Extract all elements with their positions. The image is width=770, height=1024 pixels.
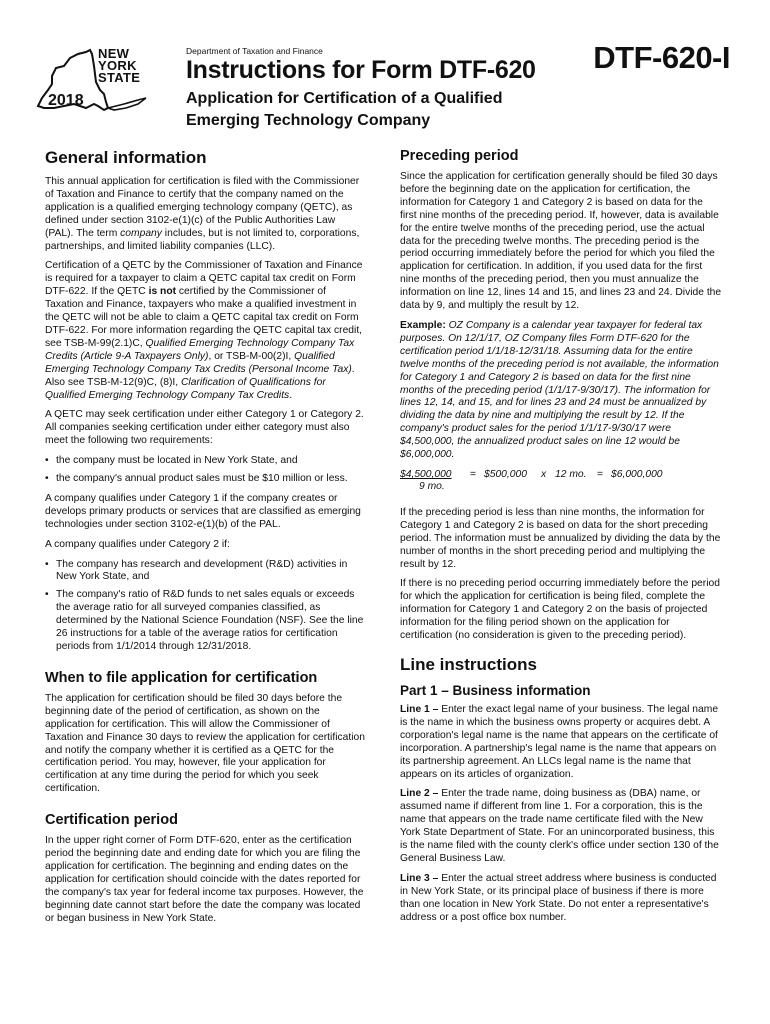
- department-name: Department of Taxation and Finance: [186, 46, 323, 56]
- list-item: • the company must be located in New York State, and: [45, 455, 365, 468]
- category-2-paragraph: A company qualifies under Category 2 if:: [45, 538, 230, 550]
- when-to-file-heading: When to file application for certification: [45, 669, 318, 686]
- preceding-paragraph-1: Since the application for certification generally should be filed 30 days before the beginning date on the application for certification, the information for Category 1 and Category 2 is based on data for the first nine months of the preceding period. If, however, data is available for the entire twelve months of the preceding period, use the actual data for the preceding twelve months. The preceding period is the period occurring immediately before the period for which you filed the application for certification. In addition, if you used data for the first nine months of the preceding period, then you must annualize the information on line 12, lines 14 and 15, and lines 23 and 24. Divide the data by 9, and multiply the result by 12.: [400, 171, 722, 312]
- certification-period-heading: Certification period: [45, 812, 178, 829]
- right-column: [400, 148, 722, 932]
- logo-year: 2018: [48, 92, 84, 109]
- list-item: • The company's ratio of R&D funds to net sales equals or exceeds the average ratio for all surveyed companies classified, as determined by the National Science Foundation (NSF). See the line 26 instructions for a table of the average ratios for certification periods from 1/1/2014 through 12/31/2018.: [45, 589, 365, 654]
- formula-equals: =: [470, 468, 477, 480]
- line-2-instructions: Line 2 – Enter the trade name, doing business as (DBA) name, or assumed name if different from line 1. For a corporation, this is the name that appears on the trade name certificate filed with the New York State Department of State. For an unincorporated business, this is the name filed with the county clerk's office under section 130 of the General Business Law.: [400, 788, 719, 864]
- list-item: • the company's annual product sales must be $10 million or less.: [45, 473, 365, 486]
- formula-monthly-value: $500,000: [484, 468, 527, 480]
- preceding-paragraph-3: If there is no preceding period occurring immediately before the period for which the application for certification is being filed, complete the information for Category 1 and Category 2 on the basis of projected information for the filing period shown on the application for certification (no consideration is given to the preceding period).: [400, 578, 720, 642]
- logo-state-text: NEW YORK STATE: [98, 46, 141, 85]
- form-number: DTF-620-I: [593, 40, 730, 75]
- left-column: [45, 148, 365, 933]
- when-to-file-paragraph: The application for certification should be filed 30 days before the beginning date of the period of certification, as shown on the application for certification. This will allow the Commissioner of Taxation and Finance 30 days to review the application for certification and notify the company whether it is certified as a QETC for the certification period. You may, however, file your application for certification at any time during the period for which you seek certification.: [45, 692, 365, 795]
- list-item: • The company has research and development (R&D) activities in New York State, and: [45, 559, 365, 585]
- formula-times: x: [541, 468, 547, 480]
- part-1-heading: Part 1 – Business information: [400, 683, 591, 698]
- annualization-formula: [400, 469, 722, 499]
- nys-logo: [34, 44, 152, 114]
- certification-period-paragraph: In the upper right corner of Form DTF-620, enter as the certification period the beginning date and ending date for which you are filing the application for certification. The beginning and ending dates on the application for certification should coincide with the dates reported for the company's tax year for federal income tax purposes. However, the beginning date cannot start before the date the company was located or began business in New York State.: [45, 835, 364, 924]
- formula-result: $6,000,000: [611, 468, 663, 480]
- category-2-list: [45, 559, 365, 654]
- general-paragraph-3: A QETC may seek certification under either Category 1 or Category 2. All companies seeking certification under either category must also meet the following two requirements:: [45, 409, 364, 447]
- example-paragraph: Example: OZ Company is a calendar year taxpayer for federal tax purposes. On 12/1/17, OZ Company files Form DTF-620 for the certification period 1/1/18-12/31/18. Assuming data for the entire twelve months of the preceding period is not available, the information for Category 1 and Category 2 is based on data for the first nine months of the preceding period (1/1/17-9/30/17). The information for lines 12, 14, and 15, and for lines 23 and 24 must be annualized by dividing the data by nine and multiplying the result by 12. If the company's product sales for the period 1/1/17-9/30/17 were $4,500,000, the annualized product sales on line 12 would be $6,000,000.: [400, 319, 719, 461]
- page-subtitle: Application for Certification of a Qualified Emerging Technology Company: [186, 90, 503, 129]
- general-paragraph-1: This annual application for certification is filed with the Commissioner of Taxation and Finance to certify that the company named on the application is a qualified emerging technology company (QETC), as defined under section 3102-e(1)(c) of the Public Authorities Law (PAL). The term company includes, but is not limited to, corporations, partnerships, and limited liability companies (LLC).: [45, 176, 360, 252]
- formula-months: 12 mo.: [555, 468, 587, 480]
- formula-denominator: 9 mo.: [419, 480, 445, 492]
- page-title: Instructions for Form DTF-620: [186, 56, 536, 84]
- category-1-paragraph: A company qualifies under Category 1 if the company creates or develops primary products or services that are classified as emerging technologies under section 3102-e(1)(b) of the PAL.: [45, 492, 361, 530]
- line-instructions-heading: Line instructions: [400, 655, 537, 674]
- formula-equals: =: [597, 468, 604, 480]
- preceding-period-heading: Preceding period: [400, 148, 519, 164]
- line-3-instructions: Line 3 – Enter the actual street address where business is conducted in New York State, or its principal place of business if there is more than one location in New York State. Do not enter a representative's address or a post office box number.: [400, 872, 717, 923]
- general-paragraph-2: Certification of a QETC by the Commissioner of Taxation and Finance is required for a taxpayer to claim a QETC capital tax credit on Form DTF-622. If the QETC is not certified by the Commissioner of Taxation and Finance, taxpayers who make a qualified investment in the QETC will not be able to claim a QETC capital tax credit on Form DTF-622. For more information regarding the QETC capital tax credit, see TSB-M-99(2.1)C, Qualified Emerging Technology Company Tax Credits (Article 9-A Taxpayers Only), or TSB-M-00(2)I, Qualified Emerging Technology Company Tax Credits (Personal Income Tax). Also see TSB-M-12(9)C, (8)I, Clarification of Qualifications for Qualified Emerging Technology Company Tax Credits.: [45, 260, 363, 401]
- line-1-instructions: Line 1 – Enter the exact legal name of your business. The legal name is the name in which the business owns property or acquires debt. A corporation's legal name is the name that appears on the certificate of incorporation. A partnership's legal name is the name that appears on its partnership agreement. An LLCs legal name is the name that appears on its articles of organization.: [400, 704, 719, 780]
- preceding-paragraph-2: If the preceding period is less than nine months, the information for Category 1 and Category 2 is based on data for the short preceding period. The information must be annualized by dividing the data by the number of months in the short preceding period and multiplying the result by 12.: [400, 506, 721, 570]
- general-information-heading: General information: [45, 148, 207, 167]
- requirements-list: [45, 455, 365, 486]
- formula-numerator: $4,500,000: [400, 468, 452, 480]
